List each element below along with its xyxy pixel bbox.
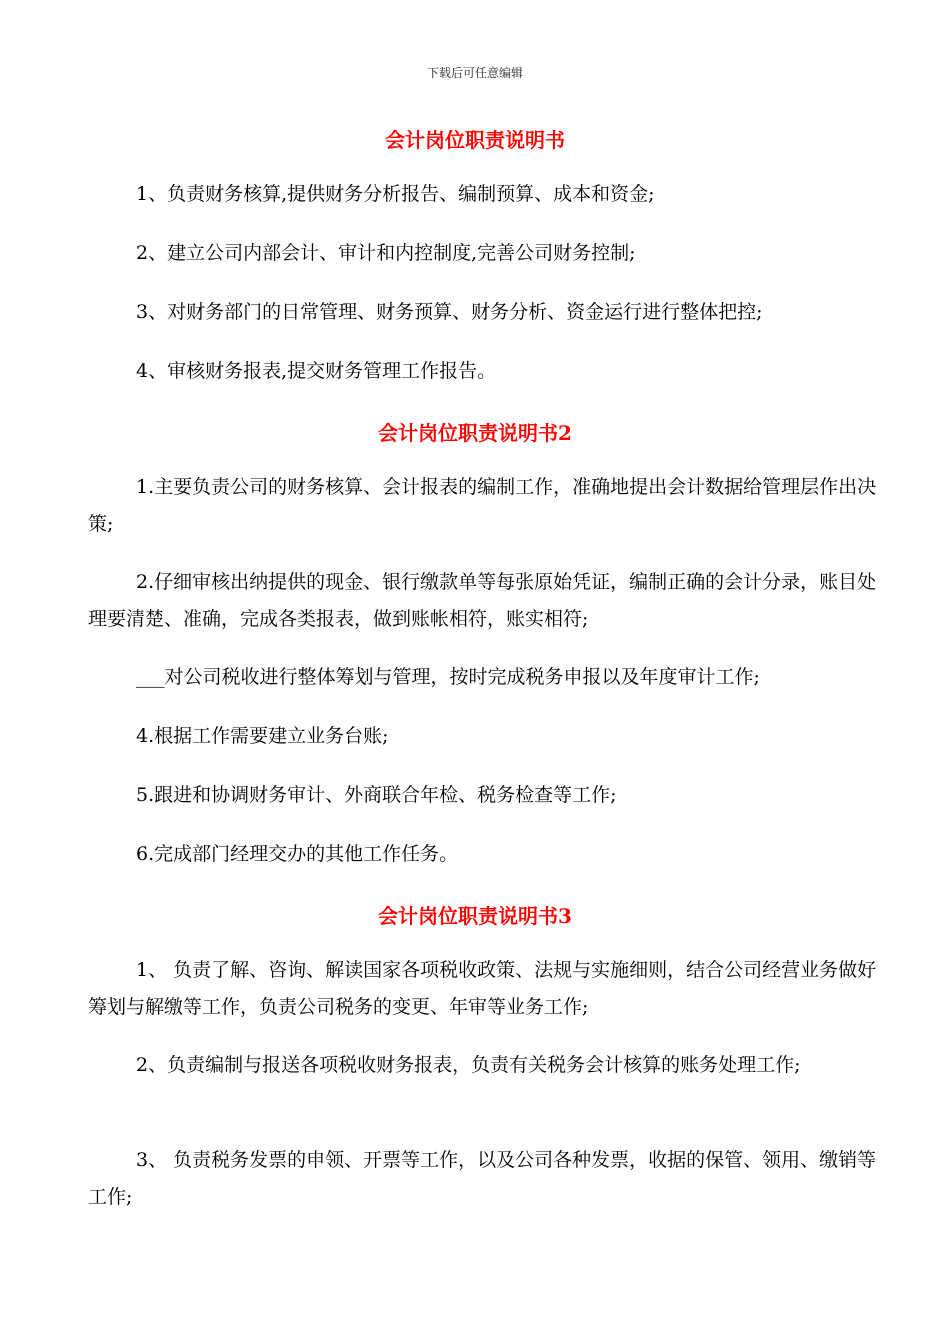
section-3-item-3: 3、 负责税务发票的申领、开票等工作，以及公司各种发票，收据的保管、领用、缴销等工作; (88, 1149, 877, 1208)
section-2-item-4: 4.根据工作需要建立业务台账; (136, 725, 389, 747)
section-title-3: 会计岗位职责说明书3 (378, 904, 572, 928)
section-title-1: 会计岗位职责说明书 (385, 128, 565, 152)
section-2-item-2: 2.仔细审核出纳提供的现金、银行缴款单等每张原始凭证，编制正确的会计分录，账目处理要清楚、准确，完成各类报表，做到账帐相符，账实相符; (88, 571, 877, 630)
section-1-item-4: 4、审核财务报表,提交财务管理工作报告。 (136, 360, 497, 382)
section-1-item-1: 1、负责财务核算,提供财务分析报告、编制预算、成本和资金; (136, 183, 655, 205)
section-1-item-2: 2、建立公司内部会计、审计和内控制度,完善公司财务控制; (136, 242, 636, 264)
section-1-item-3: 3、对财务部门的日常管理、财务预算、财务分析、资金运行进行整体把控; (136, 301, 763, 323)
section-2-item-3: ___对公司税收进行整体筹划与管理，按时完成税务申报以及年度审计工作; (136, 666, 760, 688)
section-title-2: 会计岗位职责说明书2 (378, 421, 572, 445)
section-2-item-5: 5.跟进和协调财务审计、外商联合年检、税务检查等工作; (136, 784, 617, 806)
section-2-item-1: 1.主要负责公司的财务核算、会计报表的编制工作，准确地提出会计数据给管理层作出决策; (88, 476, 877, 535)
section-3-item-1: 1、 负责了解、咨询、解读国家各项税收政策、法规与实施细则，结合公司经营业务做好筹划与解缴等工作，负责公司税务的变更、年审等业务工作; (88, 959, 877, 1018)
header-note: 下载后可任意编辑 (426, 66, 523, 80)
section-3-item-2: 2、负责编制与报送各项税收财务报表，负责有关税务会计核算的账务处理工作; (136, 1054, 801, 1076)
section-2-item-6: 6.完成部门经理交办的其他工作任务。 (136, 843, 459, 865)
